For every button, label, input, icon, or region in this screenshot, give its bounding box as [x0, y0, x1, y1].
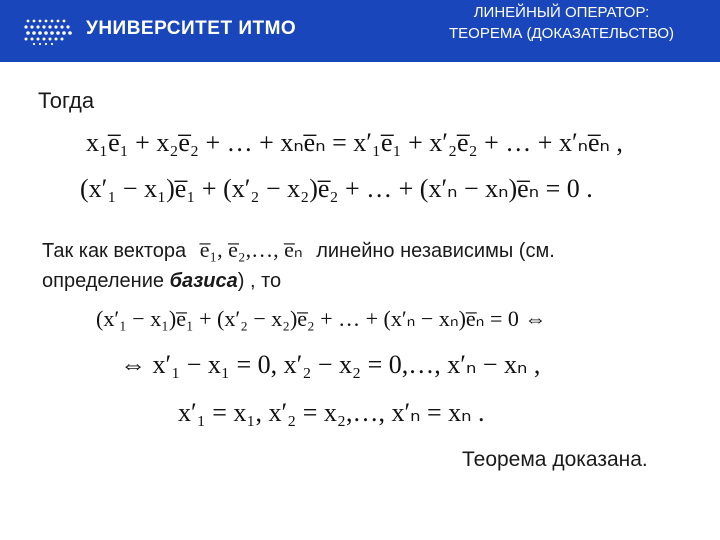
slide-title [449, 2, 674, 44]
equation-3: (x′₁ − x₁)e̅₁ + (x′₂ − x₂)e̅₂ + … + (x′ₙ − xₙ)e̅ₙ = 0 ⇔ [96, 306, 547, 331]
slide-header [0, 0, 720, 62]
sentence-part-1: Так как вектора [42, 240, 187, 262]
sentence-part-2: линейно независимы (см. [316, 240, 555, 262]
vector-list: e̅₁, e̅₂,…, e̅ₙ [199, 237, 303, 262]
slide-title-line2: ТЕОРЕМА (ДОКАЗАТЕЛЬСТВО) [449, 25, 674, 42]
university-logo-text: УНИВЕРСИТЕТ ИТМО [86, 18, 297, 39]
equation-2: (x′₁ − x₁)e̅₁ + (x′₂ − x₂)e̅₂ + … + (x′ₙ − xₙ)e̅ₙ = 0 . [80, 174, 593, 203]
sentence-line-1 [42, 237, 555, 263]
intro-word: Тогда [38, 88, 95, 113]
slide-title-line1: ЛИНЕЙНЫЙ ОПЕРАТОР: [473, 4, 650, 21]
equation-5: x′₁ = x₁, x′₂ = x₂,…, x′ₙ = xₙ . [178, 398, 485, 427]
equation-4: ⇔ x′₁ − x₁ = 0, x′₂ − x₂ = 0,…, x′ₙ − xₙ , [120, 350, 541, 379]
itmo-logo-dots-icon [24, 17, 78, 45]
sentence-line2-end: ) , то [237, 270, 282, 292]
sentence-line-2 [42, 270, 281, 293]
sentence-line2-start: определение [42, 270, 165, 292]
slide-content [0, 62, 720, 540]
basis-link-text: базиса [169, 270, 238, 292]
conclusion-text: Теорема доказана. [462, 448, 648, 471]
equation-1: x₁e̅₁ + x₂e̅₂ + … + xₙe̅ₙ = x′₁e̅₁ + x′₂e̅₂ + … + x′ₙe̅ₙ , [86, 128, 623, 157]
